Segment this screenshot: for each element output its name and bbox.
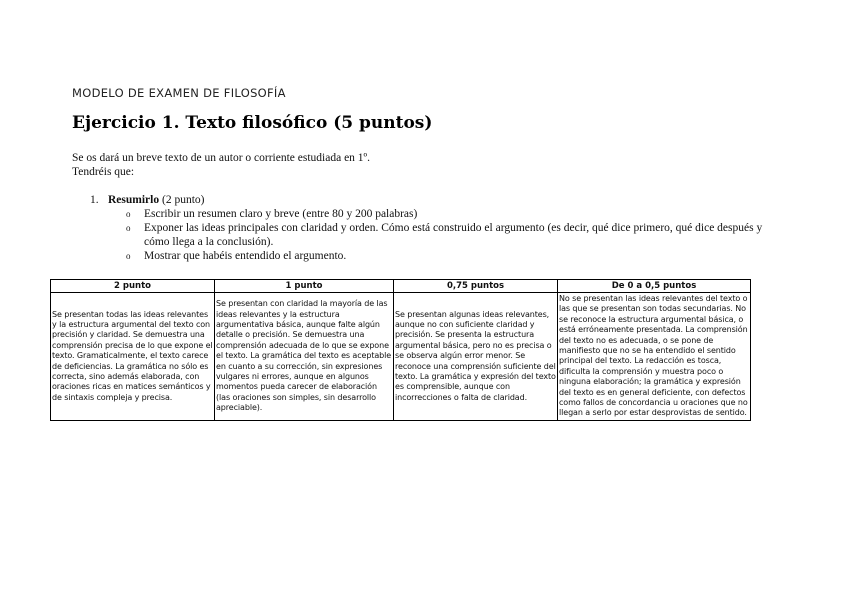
task-item-text: Escribir un resumen claro y breve (entre 80 y 200 palabras): [144, 208, 418, 220]
task-item: [90, 207, 770, 221]
task-item-text: Exponer las ideas principales con claridad y orden. Cómo está construido el argumento (es decir, qué dice primero, qué dice después y cómo llega a la conclusión).: [144, 222, 763, 248]
intro-text: [72, 151, 370, 179]
rubric-header-cell: 0,75 puntos: [394, 280, 558, 293]
task-label: Resumirlo: [108, 194, 160, 206]
task-item: [90, 249, 770, 263]
circle-bullet-icon: o: [126, 223, 131, 233]
task-number: 1.: [90, 194, 99, 206]
task-heading: [90, 193, 770, 207]
rubric-cell: Se presentan todas las ideas relevantes y la estructura argumental del texto con precisión y claridad. Se demuestra una comprensión precisa de lo que expone el texto. Gramaticalmente, el texto carece de deficiencias. La gramática no sólo es correcta, sino además elaborada, con oraciones ricas en matices semánticos y de sintaxis compleja y precisa.: [51, 293, 215, 421]
rubric-header-cell: De 0 a 0,5 puntos: [558, 280, 751, 293]
rubric-header-cell: 1 punto: [215, 280, 394, 293]
task-item-text: Mostrar que habéis entendido el argumento.: [144, 250, 347, 262]
exercise-title: Ejercicio 1. Texto filosófico (5 puntos): [72, 113, 433, 133]
task-item-list: [90, 207, 770, 263]
rubric-cell: Se presentan con claridad la mayoría de las ideas relevantes y la estructura argumentativa básica, aunque falte algún detalle o precisión. Se demuestra una comprensión adecuada de lo que se expone el texto. La gramática del texto es aceptable en cuanto a su corrección, sin expresiones vulgares ni errores, aunque en algunos momentos pueda carecer de elaboración (las oraciones son simples, sin desarrollo apreciable).: [215, 293, 394, 421]
rubric-cell: Se presentan algunas ideas relevantes, aunque no con suficiente claridad y precisión. Se presenta la estructura argumental básica, pero no es precisa o se observa algún error menor. Se reconoce una comprensión suficiente del texto. La gramática y expresión del texto es comprensible, aunque con incorrecciones o falta de claridad.: [394, 293, 558, 421]
intro-line-1: Se os dará un breve texto de un autor o corriente estudiada en 1º.: [72, 152, 370, 164]
rubric-header-row: [51, 280, 751, 293]
task-summary: [90, 193, 770, 263]
task-item: [90, 221, 770, 249]
rubric-header-cell: 2 punto: [51, 280, 215, 293]
intro-line-2: Tendréis que:: [72, 166, 135, 178]
exam-header: MODELO DE EXAMEN DE FILOSOFÍA: [72, 86, 286, 100]
circle-bullet-icon: o: [126, 209, 131, 219]
rubric-row: [51, 293, 751, 421]
rubric-cell: No se presentan las ideas relevantes del texto o las que se presentan son todas secundarias. No se reconoce la estructura argumental básica, o está erróneamente presentada. La comprensión del texto no es adecuada, o se pone de manifiesto que no se ha entendido el sentido principal del texto. La redacción es tosca, dificulta la comprensión y muestra poco o ninguna elaboración; la gramática y expresión del texto es en general deficiente, con defectos como fallos de concordancia u oraciones que no llegan a serlo por estar desprovistas de sentido.: [558, 293, 751, 421]
rubric-table: [50, 279, 751, 421]
circle-bullet-icon: o: [126, 251, 131, 261]
task-points: (2 punto): [159, 194, 205, 206]
